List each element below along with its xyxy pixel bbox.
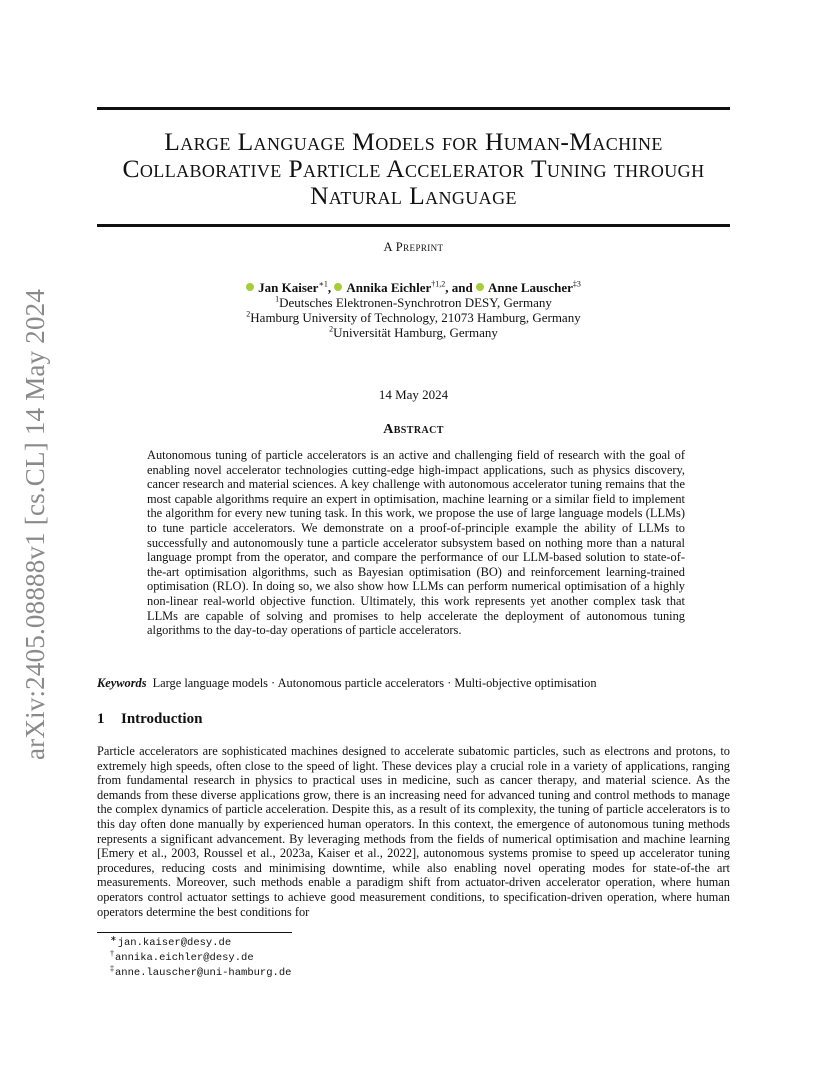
preprint-label: A Preprint xyxy=(383,240,444,254)
section-heading xyxy=(97,711,202,728)
author-separator: , xyxy=(327,280,332,295)
footnote: ∗jan.kaiser@desy.de xyxy=(110,933,232,949)
affiliation: $^1$Deutsches Elektronen-Synchrotron DESY, Germany xyxy=(275,294,552,310)
author-marks: †1,2 xyxy=(431,279,446,289)
title-line: Large Language Models for Human-Machine xyxy=(164,127,663,156)
introduction-paragraph: Particle accelerators are sophisticated machines designed to accelerate subatomic particles, such as electrons and protons, to extremely high speeds, often close to the speed of light. These devices play a crucial role in a variety of applications, ranging from fundamental research in physics to practical uses in medicine, such as cancer therapy, and material science. As the demands from these diverse applications grow, there is an increasing need for advanced tuning and control methods to manage the complex dynamics of particle acceleration. Despite this, as a result of its complexity, the tuning of particle accelerators is to this day often done manually by experienced human operators. In this context, the emergence of autonomous tuning methods represents a significant advancement. By leveraging methods from the fields of numerical optimisation and machine learning [Emery et al., 2003, Roussel et al., 2023a, Kaiser et al., 2022], autonomous systems promise to speed up accelerator tuning procedures, reducing costs and minimising downtime, while also enabling novel operating modes for state-of-the art measurements. Moreover, such methods enable a paradigm shift from actuator-driven accelerator operation, where human operators control actuator settings to achieve good measurement conditions, to specification-driven operation, where human operators determine the best conditions for xyxy=(97,744,730,919)
section-title: Introduction xyxy=(121,711,203,727)
footnote-rule xyxy=(97,932,292,933)
publication-date: 14 May 2024 xyxy=(378,387,449,402)
keywords-list: Large language models · Autonomous particle accelerators · Multi-objective optimisation xyxy=(152,676,597,690)
orcid-icon[interactable] xyxy=(334,283,342,291)
title-bottom-rule xyxy=(97,224,730,227)
footnote-email[interactable]: annika.eichler@desy.de xyxy=(115,952,254,964)
author-name: Jan Kaiser xyxy=(258,280,319,295)
footnote: ‡anne.lauscher@uni-hamburg.de xyxy=(110,963,292,979)
keywords-line xyxy=(97,676,730,691)
footnote-email[interactable]: anne.lauscher@uni-hamburg.de xyxy=(115,967,292,979)
author-name: Annika Eichler xyxy=(346,280,432,295)
author-marks: ∗1 xyxy=(318,279,328,289)
author-marks: ‡3 xyxy=(572,279,581,289)
affiliation: $^2$Universität Hamburg, Germany xyxy=(329,324,498,340)
title-top-rule xyxy=(97,107,730,110)
author-separator: , and xyxy=(445,280,473,295)
keywords-label: Keywords xyxy=(97,676,147,690)
title-line: Collaborative Particle Accelerator Tuning through xyxy=(122,154,705,183)
abstract-heading: Abstract xyxy=(383,422,444,437)
section-number: 1 xyxy=(97,711,105,727)
affiliation: $^2$Hamburg University of Technology, 21073 Hamburg, Germany xyxy=(246,309,581,325)
author-block xyxy=(97,280,730,340)
arxiv-identifier-stamp: arXiv:2405.08888v1 [cs.CL] 14 May 2024 xyxy=(20,288,50,760)
footnotes xyxy=(110,933,292,981)
author-name: Anne Lauscher xyxy=(487,280,573,295)
footnote: †annika.eichler@desy.de xyxy=(110,948,254,964)
orcid-icon[interactable] xyxy=(476,283,484,291)
orcid-icon[interactable] xyxy=(246,283,254,291)
author-line xyxy=(97,280,730,295)
footnote-email[interactable]: jan.kaiser@desy.de xyxy=(117,937,232,949)
abstract-text: Autonomous tuning of particle accelerators is an active and challenging field of research with the goal of enabling novel accelerator technologies cutting-edge high-impact applications, such as physics discovery, cancer research and material sciences. A key challenge with autonomous accelerator tuning remains that the most capable algorithms require an expert in optimisation, machine learning or a similar field to implement the algorithm for every new tuning task. In this work, we propose the use of large language models (LLMs) to tune particle accelerators. We demonstrate on a proof-of-principle example the ability of LLMs to successfully and autonomously tune a particle accelerator subsystem based on nothing more than a natural language prompt from the operator, and compare the performance of our LLM-based solution to state-of-the-art optimisation algorithms, such as Bayesian optimisation (BO) and reinforcement learning-trained optimisation (RLO). In doing so, we also show how LLMs can perform numerical optimisation of a highly non-linear real-world objective function. Ultimately, this work represents yet another complex task that LLMs are capable of solving and promises to help accelerate the deployment of autonomous tuning algorithms to the day-to-day operations of particle accelerators. xyxy=(147,448,685,638)
title-line: Natural Language xyxy=(310,181,517,210)
paper-title xyxy=(97,128,730,209)
